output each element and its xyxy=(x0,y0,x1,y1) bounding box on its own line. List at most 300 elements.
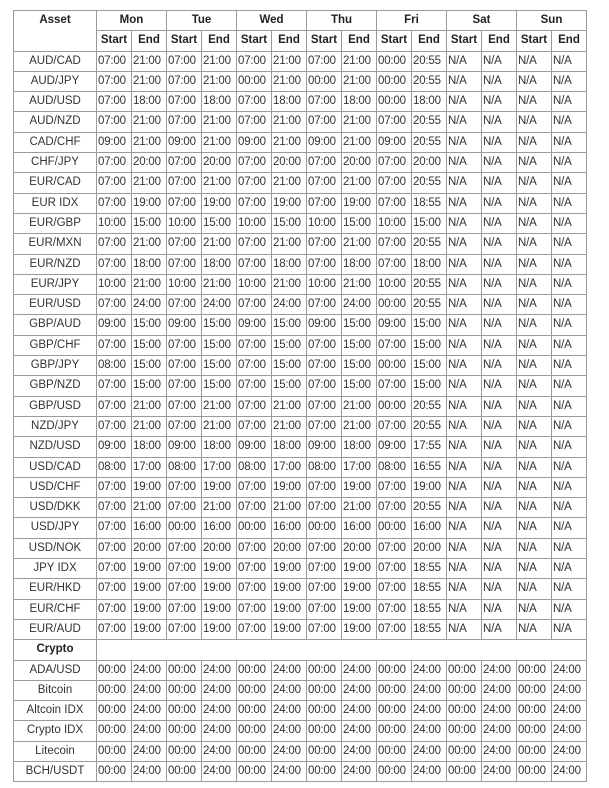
end-time-cell: 17:00 xyxy=(132,457,167,477)
start-time-cell: 07:00 xyxy=(237,477,272,497)
start-time-cell: N/A xyxy=(447,457,482,477)
end-time-cell: 18:00 xyxy=(132,92,167,112)
end-time-cell: 21:00 xyxy=(132,234,167,254)
start-time-cell: N/A xyxy=(517,518,552,538)
end-time-cell: N/A xyxy=(552,173,587,193)
asset-name-cell: CAD/CHF xyxy=(14,132,97,152)
table-row xyxy=(14,761,587,781)
start-time-cell: N/A xyxy=(447,498,482,518)
start-time-cell: 09:00 xyxy=(237,132,272,152)
start-time-cell: 07:00 xyxy=(97,234,132,254)
end-time-cell: 19:00 xyxy=(342,579,377,599)
start-time-cell: 07:00 xyxy=(377,193,412,213)
asset-name-cell: JPY IDX xyxy=(14,559,97,579)
end-time-cell: 15:00 xyxy=(132,213,167,233)
start-time-cell: N/A xyxy=(517,396,552,416)
start-time-cell: N/A xyxy=(517,457,552,477)
table-row xyxy=(14,254,587,274)
end-time-cell: 17:00 xyxy=(342,457,377,477)
start-time-cell: 07:00 xyxy=(237,559,272,579)
start-time-cell: 00:00 xyxy=(377,761,412,781)
end-time-cell: 19:00 xyxy=(272,559,307,579)
table-row xyxy=(14,437,587,457)
end-time-cell: 19:00 xyxy=(342,559,377,579)
end-time-cell: N/A xyxy=(552,538,587,558)
end-time-cell: N/A xyxy=(552,71,587,91)
start-time-cell: 07:00 xyxy=(307,356,342,376)
end-time-cell: 15:00 xyxy=(272,376,307,396)
start-time-cell: 09:00 xyxy=(97,132,132,152)
end-time-cell: 24:00 xyxy=(202,721,237,741)
start-time-cell: 00:00 xyxy=(97,721,132,741)
crypto-section xyxy=(14,640,587,660)
start-time-cell: 07:00 xyxy=(307,254,342,274)
start-header: Start xyxy=(377,31,412,51)
end-time-cell: 24:00 xyxy=(132,721,167,741)
start-time-cell: 07:00 xyxy=(97,71,132,91)
end-time-cell: N/A xyxy=(552,274,587,294)
end-time-cell: 15:00 xyxy=(342,335,377,355)
start-time-cell: N/A xyxy=(517,51,552,71)
asset-name-cell: GBP/JPY xyxy=(14,356,97,376)
end-time-cell: N/A xyxy=(482,51,517,71)
end-time-cell: 21:00 xyxy=(272,274,307,294)
start-time-cell: 07:00 xyxy=(377,619,412,639)
start-time-cell: 07:00 xyxy=(307,579,342,599)
start-time-cell: N/A xyxy=(447,51,482,71)
end-time-cell: 20:55 xyxy=(412,416,447,436)
table-row xyxy=(14,132,587,152)
start-time-cell: 00:00 xyxy=(167,721,202,741)
end-time-cell: 15:00 xyxy=(202,315,237,335)
start-time-cell: 07:00 xyxy=(307,193,342,213)
start-time-cell: 00:00 xyxy=(167,761,202,781)
start-time-cell: 09:00 xyxy=(167,437,202,457)
end-time-cell: 15:00 xyxy=(272,213,307,233)
table-row xyxy=(14,51,587,71)
end-time-cell: N/A xyxy=(482,396,517,416)
end-time-cell: 24:00 xyxy=(342,761,377,781)
start-time-cell: 10:00 xyxy=(377,213,412,233)
end-time-cell: 18:00 xyxy=(132,437,167,457)
end-time-cell: 24:00 xyxy=(202,295,237,315)
end-time-cell: 24:00 xyxy=(552,660,587,680)
end-time-cell: 17:00 xyxy=(202,457,237,477)
start-time-cell: 07:00 xyxy=(307,498,342,518)
asset-name-cell: Altcoin IDX xyxy=(14,701,97,721)
end-time-cell: 20:00 xyxy=(202,538,237,558)
end-time-cell: N/A xyxy=(552,579,587,599)
start-time-cell: 09:00 xyxy=(97,315,132,335)
end-time-cell: 21:00 xyxy=(132,71,167,91)
start-time-cell: 00:00 xyxy=(237,741,272,761)
end-time-cell: 18:00 xyxy=(272,437,307,457)
end-time-cell: N/A xyxy=(552,437,587,457)
start-time-cell: 00:00 xyxy=(307,761,342,781)
end-time-cell: 21:00 xyxy=(202,416,237,436)
start-time-cell: 00:00 xyxy=(517,680,552,700)
start-time-cell: 07:00 xyxy=(97,173,132,193)
start-time-cell: N/A xyxy=(517,477,552,497)
start-time-cell: 10:00 xyxy=(167,274,202,294)
end-time-cell: 21:00 xyxy=(202,132,237,152)
start-time-cell: 09:00 xyxy=(237,315,272,335)
end-time-cell: N/A xyxy=(552,356,587,376)
end-time-cell: 21:00 xyxy=(272,498,307,518)
end-time-cell: 15:00 xyxy=(342,213,377,233)
end-time-cell: N/A xyxy=(482,274,517,294)
end-time-cell: N/A xyxy=(552,619,587,639)
day-header-row xyxy=(14,11,587,31)
start-time-cell: 00:00 xyxy=(97,680,132,700)
end-time-cell: 24:00 xyxy=(482,701,517,721)
asset-name-cell: EUR/HKD xyxy=(14,579,97,599)
end-time-cell: N/A xyxy=(482,579,517,599)
end-time-cell: 21:00 xyxy=(132,173,167,193)
end-time-cell: N/A xyxy=(482,315,517,335)
end-time-cell: 18:55 xyxy=(412,193,447,213)
start-time-cell: 07:00 xyxy=(97,518,132,538)
asset-name-cell: EUR/AUD xyxy=(14,619,97,639)
start-header: Start xyxy=(97,31,132,51)
end-time-cell: 20:55 xyxy=(412,498,447,518)
start-header: Start xyxy=(167,31,202,51)
start-time-cell: 07:00 xyxy=(167,599,202,619)
end-time-cell: N/A xyxy=(552,396,587,416)
end-time-cell: N/A xyxy=(482,457,517,477)
start-time-cell: 07:00 xyxy=(307,153,342,173)
start-time-cell: 00:00 xyxy=(377,71,412,91)
end-time-cell: 24:00 xyxy=(202,761,237,781)
asset-name-cell: GBP/NZD xyxy=(14,376,97,396)
start-time-cell: N/A xyxy=(517,559,552,579)
start-time-cell: N/A xyxy=(517,599,552,619)
start-time-cell: 00:00 xyxy=(307,721,342,741)
start-time-cell: 07:00 xyxy=(237,396,272,416)
table-row xyxy=(14,92,587,112)
start-time-cell: 00:00 xyxy=(307,680,342,700)
end-time-cell: 24:00 xyxy=(412,741,447,761)
start-time-cell: 07:00 xyxy=(167,71,202,91)
start-time-cell: 00:00 xyxy=(447,741,482,761)
asset-name-cell: EUR/CHF xyxy=(14,599,97,619)
end-time-cell: 20:55 xyxy=(412,132,447,152)
end-time-cell: 15:00 xyxy=(132,315,167,335)
start-time-cell: 00:00 xyxy=(377,295,412,315)
end-time-cell: 15:00 xyxy=(342,376,377,396)
end-time-cell: 24:00 xyxy=(482,761,517,781)
end-time-cell: 24:00 xyxy=(552,761,587,781)
start-time-cell: 00:00 xyxy=(237,518,272,538)
end-time-cell: N/A xyxy=(482,193,517,213)
start-time-cell: 07:00 xyxy=(307,92,342,112)
start-time-cell: N/A xyxy=(517,315,552,335)
end-time-cell: N/A xyxy=(552,153,587,173)
day-header-thu: Thu xyxy=(307,11,377,31)
start-time-cell: N/A xyxy=(517,376,552,396)
end-time-cell: 15:00 xyxy=(412,315,447,335)
start-time-cell: 07:00 xyxy=(97,51,132,71)
end-time-cell: N/A xyxy=(482,234,517,254)
start-time-cell: 07:00 xyxy=(167,234,202,254)
end-time-cell: 15:00 xyxy=(412,376,447,396)
end-time-cell: 20:00 xyxy=(272,538,307,558)
start-time-cell: 07:00 xyxy=(167,254,202,274)
end-time-cell: 20:00 xyxy=(132,153,167,173)
table-row xyxy=(14,477,587,497)
start-time-cell: N/A xyxy=(447,234,482,254)
start-time-cell: N/A xyxy=(517,335,552,355)
end-header: End xyxy=(202,31,237,51)
start-time-cell: N/A xyxy=(447,376,482,396)
end-time-cell: 24:00 xyxy=(552,721,587,741)
start-time-cell: 07:00 xyxy=(167,619,202,639)
end-time-cell: 24:00 xyxy=(272,295,307,315)
end-time-cell: N/A xyxy=(482,498,517,518)
end-time-cell: 20:00 xyxy=(272,153,307,173)
start-time-cell: 07:00 xyxy=(97,153,132,173)
end-time-cell: N/A xyxy=(552,295,587,315)
start-time-cell: 00:00 xyxy=(237,701,272,721)
asset-name-cell: USD/JPY xyxy=(14,518,97,538)
end-header: End xyxy=(412,31,447,51)
end-time-cell: N/A xyxy=(482,92,517,112)
start-time-cell: 07:00 xyxy=(167,92,202,112)
end-time-cell: N/A xyxy=(482,71,517,91)
end-time-cell: N/A xyxy=(482,173,517,193)
end-time-cell: 18:55 xyxy=(412,619,447,639)
end-time-cell: 24:00 xyxy=(202,701,237,721)
end-time-cell: 18:00 xyxy=(202,437,237,457)
asset-name-cell: EUR/JPY xyxy=(14,274,97,294)
start-time-cell: 08:00 xyxy=(167,457,202,477)
end-time-cell: 19:00 xyxy=(272,619,307,639)
start-time-cell: N/A xyxy=(447,356,482,376)
start-time-cell: 10:00 xyxy=(307,274,342,294)
end-time-cell: 18:00 xyxy=(342,254,377,274)
asset-name-cell: Crypto IDX xyxy=(14,721,97,741)
end-time-cell: 17:55 xyxy=(412,437,447,457)
start-time-cell: 07:00 xyxy=(97,416,132,436)
start-time-cell: N/A xyxy=(517,92,552,112)
start-time-cell: 07:00 xyxy=(167,416,202,436)
asset-name-cell: GBP/USD xyxy=(14,396,97,416)
end-time-cell: 18:55 xyxy=(412,579,447,599)
end-time-cell: 15:00 xyxy=(272,315,307,335)
start-time-cell: 07:00 xyxy=(97,376,132,396)
start-time-cell: 07:00 xyxy=(377,234,412,254)
asset-name-cell: AUD/USD xyxy=(14,92,97,112)
start-time-cell: N/A xyxy=(517,619,552,639)
start-time-cell: 07:00 xyxy=(167,376,202,396)
end-time-cell: 19:00 xyxy=(132,193,167,213)
start-time-cell: 07:00 xyxy=(237,92,272,112)
asset-name-cell: ADA/USD xyxy=(14,660,97,680)
end-time-cell: 20:00 xyxy=(342,153,377,173)
asset-name-cell: EUR IDX xyxy=(14,193,97,213)
end-time-cell: 15:00 xyxy=(342,356,377,376)
start-time-cell: 07:00 xyxy=(237,356,272,376)
end-time-cell: N/A xyxy=(482,254,517,274)
end-header: End xyxy=(272,31,307,51)
end-time-cell: 21:00 xyxy=(342,234,377,254)
end-time-cell: N/A xyxy=(482,477,517,497)
asset-name-cell: NZD/USD xyxy=(14,437,97,457)
end-time-cell: N/A xyxy=(552,92,587,112)
end-time-cell: N/A xyxy=(482,559,517,579)
start-time-cell: 00:00 xyxy=(377,51,412,71)
table-row xyxy=(14,721,587,741)
asset-name-cell: EUR/CAD xyxy=(14,173,97,193)
end-time-cell: 19:00 xyxy=(132,579,167,599)
end-time-cell: 18:00 xyxy=(202,92,237,112)
end-time-cell: 21:00 xyxy=(342,173,377,193)
table-row xyxy=(14,416,587,436)
end-time-cell: 24:00 xyxy=(272,721,307,741)
start-time-cell: N/A xyxy=(447,619,482,639)
table-row xyxy=(14,153,587,173)
end-time-cell: 16:00 xyxy=(202,518,237,538)
start-time-cell: 07:00 xyxy=(97,335,132,355)
end-time-cell: 24:00 xyxy=(202,680,237,700)
table-row xyxy=(14,274,587,294)
start-time-cell: 07:00 xyxy=(307,559,342,579)
end-time-cell: 18:00 xyxy=(412,254,447,274)
end-time-cell: 21:00 xyxy=(202,51,237,71)
start-time-cell: 07:00 xyxy=(237,295,272,315)
trading-hours-table xyxy=(13,10,587,782)
start-time-cell: 09:00 xyxy=(167,315,202,335)
end-time-cell: 20:00 xyxy=(132,538,167,558)
day-header-wed: Wed xyxy=(237,11,307,31)
asset-name-cell: USD/CAD xyxy=(14,457,97,477)
end-time-cell: 24:00 xyxy=(552,741,587,761)
start-time-cell: 07:00 xyxy=(307,173,342,193)
end-time-cell: N/A xyxy=(552,477,587,497)
start-time-cell: 07:00 xyxy=(97,498,132,518)
end-time-cell: 19:00 xyxy=(342,619,377,639)
start-time-cell: 07:00 xyxy=(377,335,412,355)
day-header-sat: Sat xyxy=(447,11,517,31)
asset-name-cell: EUR/MXN xyxy=(14,234,97,254)
start-time-cell: 07:00 xyxy=(167,112,202,132)
end-time-cell: 21:00 xyxy=(342,51,377,71)
end-time-cell: 24:00 xyxy=(132,295,167,315)
start-time-cell: 07:00 xyxy=(237,335,272,355)
asset-column-header: Asset xyxy=(14,11,97,52)
end-time-cell: 24:00 xyxy=(412,680,447,700)
end-time-cell: 20:00 xyxy=(412,153,447,173)
start-time-cell: N/A xyxy=(517,254,552,274)
end-time-cell: 21:00 xyxy=(202,396,237,416)
end-time-cell: 24:00 xyxy=(342,741,377,761)
end-time-cell: N/A xyxy=(552,254,587,274)
start-time-cell: 10:00 xyxy=(97,274,132,294)
asset-name-cell: AUD/CAD xyxy=(14,51,97,71)
start-time-cell: 00:00 xyxy=(377,356,412,376)
start-time-cell: 09:00 xyxy=(237,437,272,457)
end-time-cell: N/A xyxy=(482,295,517,315)
end-time-cell: 21:00 xyxy=(132,274,167,294)
start-time-cell: N/A xyxy=(447,295,482,315)
start-time-cell: 07:00 xyxy=(237,112,272,132)
table-row xyxy=(14,619,587,639)
start-time-cell: 07:00 xyxy=(97,538,132,558)
table-row xyxy=(14,71,587,91)
start-time-cell: 10:00 xyxy=(377,274,412,294)
start-time-cell: 07:00 xyxy=(237,619,272,639)
end-time-cell: 21:00 xyxy=(202,71,237,91)
start-time-cell: 07:00 xyxy=(307,396,342,416)
end-time-cell: N/A xyxy=(482,132,517,152)
end-time-cell: 18:55 xyxy=(412,599,447,619)
end-time-cell: 15:00 xyxy=(272,356,307,376)
start-time-cell: 07:00 xyxy=(167,538,202,558)
start-header: Start xyxy=(307,31,342,51)
start-time-cell: 07:00 xyxy=(237,538,272,558)
end-time-cell: 20:55 xyxy=(412,295,447,315)
start-time-cell: 10:00 xyxy=(237,274,272,294)
end-time-cell: 19:00 xyxy=(202,579,237,599)
end-time-cell: 24:00 xyxy=(132,761,167,781)
table-row xyxy=(14,599,587,619)
table-row xyxy=(14,701,587,721)
start-time-cell: 00:00 xyxy=(517,761,552,781)
start-time-cell: 00:00 xyxy=(167,741,202,761)
end-header: End xyxy=(482,31,517,51)
start-time-cell: 07:00 xyxy=(237,498,272,518)
end-time-cell: 21:00 xyxy=(272,71,307,91)
start-time-cell: 07:00 xyxy=(377,153,412,173)
start-time-cell: 00:00 xyxy=(377,741,412,761)
start-time-cell: 07:00 xyxy=(237,153,272,173)
end-time-cell: 18:55 xyxy=(412,559,447,579)
start-time-cell: N/A xyxy=(517,356,552,376)
end-time-cell: 24:00 xyxy=(272,680,307,700)
table-row xyxy=(14,518,587,538)
asset-name-cell: EUR/USD xyxy=(14,295,97,315)
end-time-cell: 21:00 xyxy=(202,234,237,254)
start-time-cell: 07:00 xyxy=(307,416,342,436)
end-time-cell: 21:00 xyxy=(202,173,237,193)
start-time-cell: 07:00 xyxy=(97,619,132,639)
start-time-cell: 00:00 xyxy=(377,92,412,112)
end-time-cell: N/A xyxy=(482,356,517,376)
end-time-cell: N/A xyxy=(552,457,587,477)
crypto-rows xyxy=(14,660,587,782)
end-time-cell: 21:00 xyxy=(132,132,167,152)
start-time-cell: 08:00 xyxy=(97,457,132,477)
end-time-cell: 21:00 xyxy=(132,498,167,518)
end-time-cell: 19:00 xyxy=(202,559,237,579)
start-time-cell: 07:00 xyxy=(97,112,132,132)
end-time-cell: 21:00 xyxy=(272,173,307,193)
end-time-cell: 21:00 xyxy=(342,416,377,436)
start-time-cell: N/A xyxy=(517,274,552,294)
end-time-cell: 21:00 xyxy=(272,112,307,132)
start-time-cell: N/A xyxy=(517,295,552,315)
start-time-cell: 00:00 xyxy=(307,741,342,761)
end-time-cell: 24:00 xyxy=(272,660,307,680)
start-time-cell: 09:00 xyxy=(97,437,132,457)
start-time-cell: 07:00 xyxy=(307,335,342,355)
start-time-cell: 07:00 xyxy=(167,498,202,518)
end-time-cell: 24:00 xyxy=(202,660,237,680)
start-time-cell: 00:00 xyxy=(97,741,132,761)
start-time-cell: 00:00 xyxy=(97,761,132,781)
end-time-cell: 24:00 xyxy=(272,741,307,761)
start-time-cell: 00:00 xyxy=(447,701,482,721)
